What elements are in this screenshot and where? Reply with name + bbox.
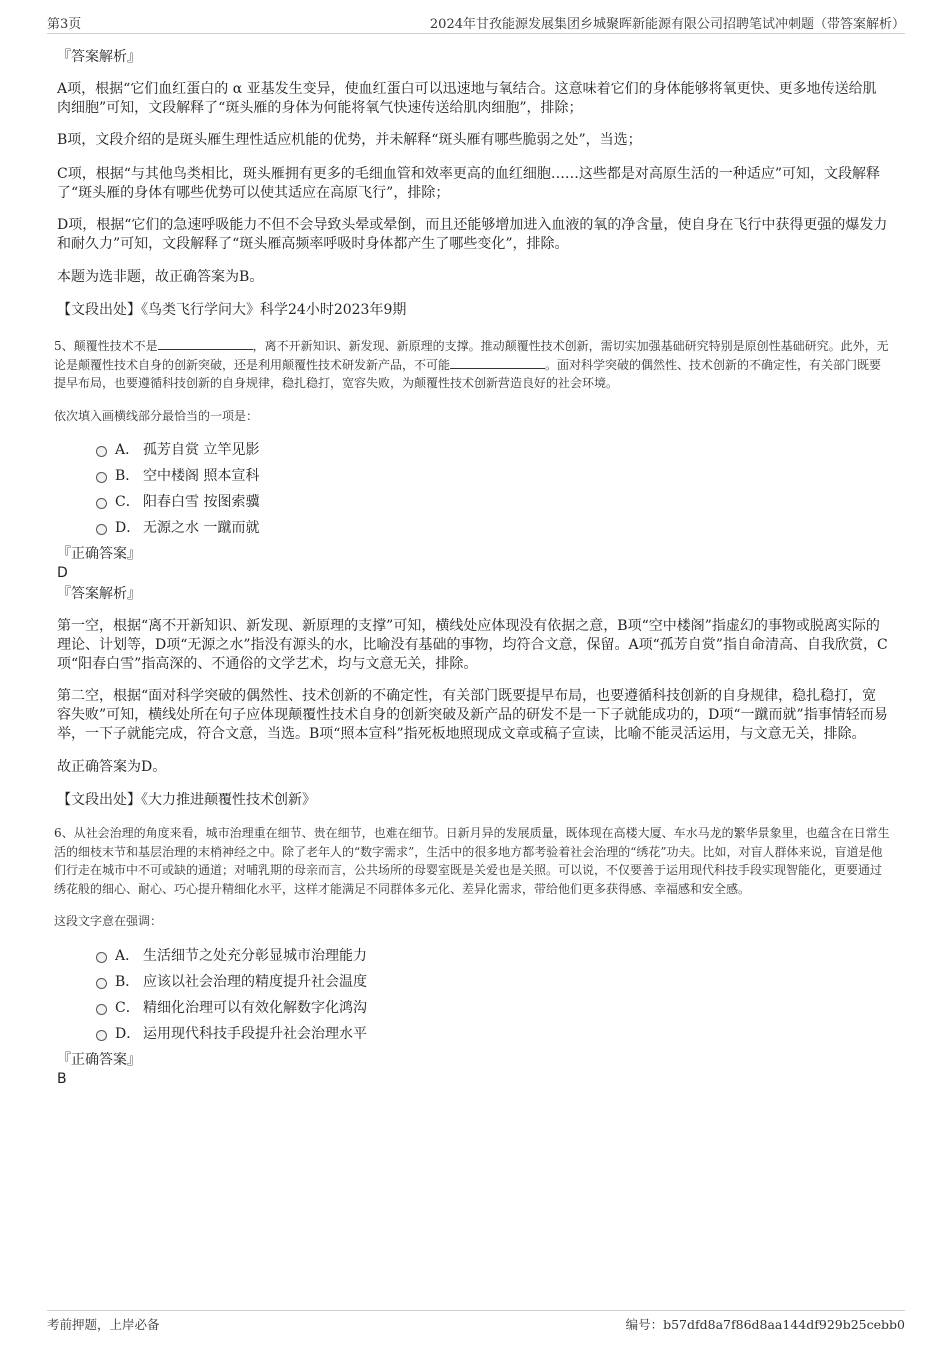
q5-prompt: 依次填入画横线部分最恰当的一项是： bbox=[54, 408, 259, 423]
q6-option-a[interactable] bbox=[57, 943, 890, 969]
q5-source: 【文段出处】《大力推进颠覆性技术创新》 bbox=[57, 792, 316, 808]
q6-option-c[interactable] bbox=[57, 995, 890, 1021]
option-text: 应该以社会治理的精度提升社会温度 bbox=[143, 973, 367, 990]
radio-button[interactable] bbox=[96, 1004, 107, 1015]
q6-answer-label: 『正确答案』 bbox=[57, 1051, 141, 1068]
q5-conclusion: 故正确答案为D。 bbox=[57, 759, 167, 775]
q4-analysis-d: D项，根据“它们的急速呼吸能力不但不会导致头晕或晕倒，而且还能够增加进入血液的氧的净含量，使自身在飞行中获得更强的爆发力和耐久力”可知，文段解释了“斑头雁高频率呼吸时身体都产生了哪些变化”，排除。 bbox=[57, 217, 888, 252]
q4-analysis-a: A项，根据“它们血红蛋白的 α 亚基发生变异，使血红蛋白可以迅速地与氧结合。这意味着它们的身体能够将氧更快、更多地传送给肌肉细胞”可知，文段解释了“斑头雁的身体为何能将氧气快速传送给肌肉细胞”，排除； bbox=[57, 81, 877, 116]
q6-stem: 6、从社会治理的角度来看，城市治理重在细节、贵在细节，也难在细节。日新月异的发展质量，既体现在高楼大厦、车水马龙的繁华景象里，也蕴含在日常生活的细枝末节和基层治理的末梢神经之中。除了老年人的“数字需求”，生活中的很多地方都考验着社会治理的“绣花”功夫。比如，对盲人群体来说，盲道是他们行走在城市中不可或缺的通道；对哺乳期的母亲而言，公共场所的母婴室既是关爱也是关照。可以说，不仅要善于运用现代科技手段实现智能化，更要通过绣花般的细心、耐心、巧心提升精细化水平，这样才能满足不同群体多元化、差异化需求，带给他们更多获得感、幸福感和安全感。 bbox=[54, 826, 890, 896]
q5-blank-2 bbox=[450, 356, 545, 369]
option-letter: C． bbox=[115, 999, 140, 1016]
document-title: 2024年甘孜能源发展集团乡城聚晖新能源有限公司招聘笔试冲刺题（带答案解析） bbox=[429, 17, 905, 32]
option-letter: D． bbox=[115, 520, 141, 536]
q6-answer: B bbox=[57, 1070, 67, 1087]
radio-button[interactable] bbox=[96, 1030, 107, 1041]
q5-blank-1 bbox=[158, 337, 253, 350]
q4-conclusion: 本题为选非题，故正确答案为B。 bbox=[57, 269, 264, 285]
q5-analysis-2: 第二空，根据“面对科学突破的偶然性、技术创新的不确定性，有关部门既要提早布局，也要遵循科技创新的自身规律，稳扎稳打，宽容失败”可知，横线处所在句子应体现颠覆性技术自身的创新突破及新产品的研发不是一下子就能成功的，D项“一蹴而就”指事情轻而易举，一下子就能完成，符合文意，当选。B项“照本宣科”指死板地照现成文章或稿子宣读，比喻不能灵活运用，与文意无关，排除。 bbox=[57, 688, 888, 742]
q6-option-d[interactable] bbox=[57, 1021, 890, 1047]
option-text: 空中楼阁 照本宣科 bbox=[143, 468, 260, 484]
option-text: 精细化治理可以有效化解数字化鸿沟 bbox=[143, 999, 367, 1016]
page-footer bbox=[47, 1310, 905, 1336]
option-text: 孤芳自赏 立竿见影 bbox=[143, 442, 260, 458]
page-content bbox=[54, 48, 890, 1089]
q4-source: 【文段出处】《鸟类飞行学问大》科学24小时2023年9期 bbox=[57, 302, 407, 318]
document-id: 编号：b57dfd8a7f86d8aa144df929b25cebb0 bbox=[625, 1317, 905, 1332]
radio-button[interactable] bbox=[96, 978, 107, 989]
q6-options bbox=[57, 943, 890, 1047]
option-letter: C． bbox=[115, 494, 140, 510]
option-text: 运用现代科技手段提升社会治理水平 bbox=[143, 1025, 367, 1042]
q5-option-c[interactable] bbox=[57, 489, 890, 515]
radio-button[interactable] bbox=[96, 952, 107, 963]
option-letter: A． bbox=[115, 442, 140, 458]
page-header bbox=[47, 13, 905, 34]
radio-button[interactable] bbox=[96, 524, 107, 535]
page-number: 第3页 bbox=[47, 17, 82, 32]
option-letter: B． bbox=[115, 973, 140, 990]
q6-prompt: 这段文字意在强调： bbox=[54, 914, 163, 928]
option-text: 生活细节之处充分彰显城市治理能力 bbox=[143, 947, 367, 964]
q4-analysis-c: C项，根据“与其他鸟类相比，斑头雁拥有更多的毛细血管和效率更高的血红细胞……这些都是对高原生活的一种适应”可知，文段解释了“斑头雁的身体有哪些优势可以使其适应在高原飞行”，排除； bbox=[57, 166, 881, 201]
q5-analysis-label: 『答案解析』 bbox=[57, 586, 141, 602]
radio-button[interactable] bbox=[96, 472, 107, 483]
q5-stem bbox=[54, 337, 890, 393]
q4-analysis-b: B项，文段介绍的是斑头雁生理性适应机能的优势，并未解释“斑头雁有哪些脆弱之处”，当选； bbox=[57, 132, 642, 148]
radio-button[interactable] bbox=[96, 498, 107, 509]
radio-button[interactable] bbox=[96, 446, 107, 457]
option-letter: A． bbox=[115, 947, 140, 964]
option-text: 无源之水 一蹴而就 bbox=[143, 520, 260, 536]
q5-answer: D bbox=[57, 565, 68, 581]
option-letter: B． bbox=[115, 468, 140, 484]
q6-option-b[interactable] bbox=[57, 969, 890, 995]
q5-option-d[interactable] bbox=[57, 515, 890, 541]
q5-stem-part1: 5、颠覆性技术不是 bbox=[54, 339, 158, 353]
q4-analysis-label: 『答案解析』 bbox=[57, 49, 141, 65]
q5-stem-part3: 。面对科学突破的偶然性、技术创新的不确定性，有关部门既要提早布局，也要遵循科技创新的自身规律，稳扎稳打，宽容失败，为颠覆性技术创新营造良好的社会环境。 bbox=[54, 357, 882, 390]
footer-slogan: 考前押题，上岸必备 bbox=[47, 1317, 160, 1332]
q5-analysis-1: 第一空，根据“离不开新知识、新发现、新原理的支撑”可知，横线处应体现没有依据之意，B项“空中楼阁”指虚幻的事物或脱离实际的理论、计划等，D项“无源之水”指没有源头的水，比喻没有基础的事物，均符合文意，保留。A项“孤芳自赏”指自命清高、自我欣赏，C项“阳春白雪”指高深的、不通俗的文学艺术，均与文意无关，排除。 bbox=[57, 618, 888, 672]
option-text: 阳春白雪 按图索骥 bbox=[143, 494, 260, 510]
q5-option-b[interactable] bbox=[57, 463, 890, 489]
q5-answer-label: 『正确答案』 bbox=[57, 546, 141, 562]
q5-option-a[interactable] bbox=[57, 437, 890, 463]
q5-options bbox=[57, 437, 890, 541]
option-letter: D． bbox=[115, 1025, 141, 1042]
q5-stem-part2: ，离不开新知识、新发现、新原理的支撑。推动颠覆性技术创新，需切实加强基础研究特别是原创性基础研究。此外，无论是颠覆性技术自身的创新突破，还是利用颠覆性技术研发新产品，不可能 bbox=[54, 339, 889, 372]
